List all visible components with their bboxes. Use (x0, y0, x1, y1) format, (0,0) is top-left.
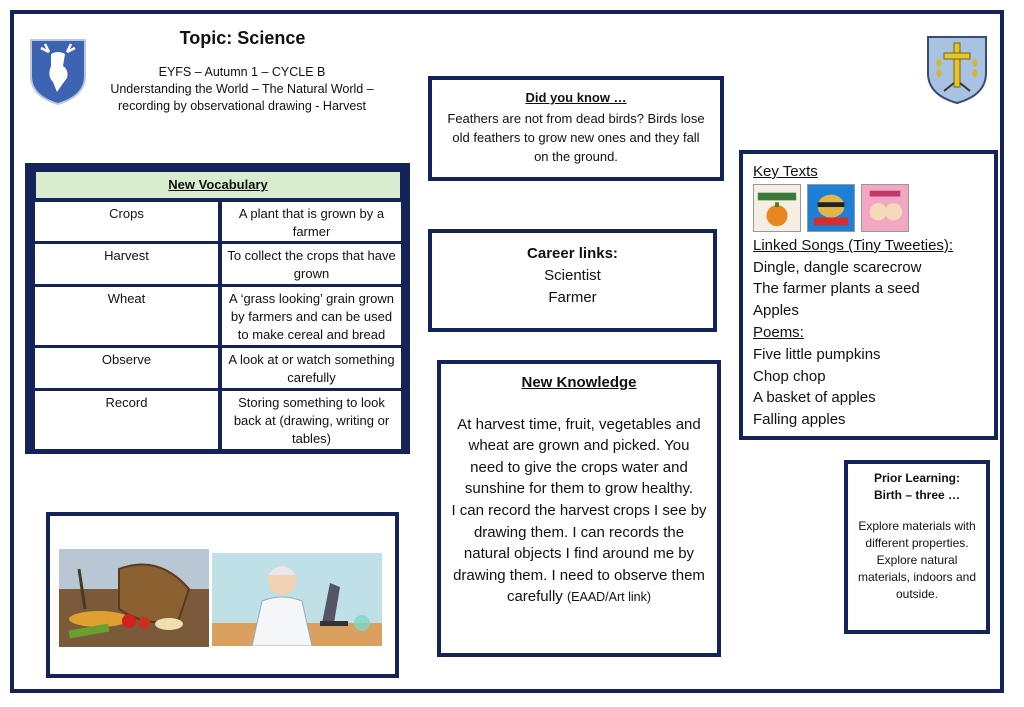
knowledge-paragraph (451, 500, 707, 609)
images-box (46, 512, 399, 678)
page-title: Topic: Science (179, 28, 306, 48)
vocab-definition: A plant that is grown by a farmer (222, 202, 401, 241)
vocab-definition: A look at or watch something carefully (222, 348, 401, 388)
page-subtitle (92, 64, 392, 115)
prior-learning-box (844, 460, 990, 634)
book-covers (753, 184, 984, 232)
vocab-term: Harvest (35, 244, 218, 284)
key-texts-box (739, 150, 998, 440)
subtitle-line: recording by observational drawing - Harvest (117, 99, 367, 113)
key-texts-heading: Key Texts (753, 163, 818, 180)
vocabulary-heading: New Vocabulary (35, 171, 401, 199)
prior-learning-heading-line: Birth – three … (873, 488, 960, 502)
school-crest-cross-icon (924, 33, 990, 105)
vocab-term: Wheat (35, 287, 218, 345)
vocab-term: Record (35, 391, 218, 449)
vocab-definition: To collect the crops that have grown (222, 244, 401, 284)
knowledge-paragraph: At harvest time, fruit, vegetables and wheat are grown and picked. You need to give the crops water and sunshine for them to grow healthy. (457, 415, 701, 498)
did-you-know-box (428, 76, 724, 181)
songs-heading: Linked Songs (Tiny Tweeties): (753, 236, 954, 254)
vocab-row (35, 202, 401, 241)
vocab-term: Observe (35, 348, 218, 388)
vocab-row (35, 391, 401, 449)
poems-heading: Poems: (753, 323, 804, 341)
subtitle-line: EYFS – Autumn 1 – CYCLE B (158, 65, 326, 79)
vocab-term: Crops (35, 202, 218, 241)
prior-learning-text: Explore materials with different properties. Explore natural materials, indoors and outside. (857, 519, 977, 601)
vocab-row (35, 287, 401, 345)
new-knowledge-heading: New Knowledge (521, 374, 637, 391)
knowledge-text: I can record the harvest crops I see by drawing them. I can records the natural objects I find around me by drawing them. I need to observe them carefully (451, 501, 707, 606)
new-knowledge-box (437, 360, 721, 657)
poem-item: Chop chop (753, 367, 826, 385)
vocab-row (35, 348, 401, 388)
vocab-row (35, 244, 401, 284)
subtitle-line: Understanding the World – The Natural World – (110, 82, 374, 96)
school-crest-stag-icon (27, 36, 89, 106)
art-link-note: (EAAD/Art link) (566, 590, 652, 605)
harvest-basket-image (59, 549, 209, 647)
vocab-definition: A ‘grass looking’ grain grown by farmers and can be used to make cereal and bread (222, 287, 401, 345)
book-cover-supertato (807, 184, 855, 232)
did-you-know-text: Feathers are not from dead birds? Birds lose old feathers to grow new ones and they fall on the ground. (447, 111, 705, 164)
song-item: The farmer plants a seed (753, 280, 920, 298)
poem-item: A basket of apples (753, 389, 876, 407)
prior-learning-heading (854, 470, 980, 504)
book-cover-pumpkin-soup (753, 184, 801, 232)
song-item: Apples (753, 302, 799, 320)
vocabulary-table (25, 163, 410, 454)
prior-learning-heading-line: Prior Learning: (873, 471, 960, 485)
poem-item: Five little pumpkins (753, 345, 881, 363)
book-cover-charlie-and-lola (861, 184, 909, 232)
did-you-know-heading: Did you know … (525, 90, 627, 105)
vocab-definition: Storing something to look back at (drawing, writing or tables) (222, 391, 401, 449)
song-item: Dingle, dangle scarecrow (753, 258, 922, 276)
career-item: Farmer (548, 289, 597, 306)
poem-item: Falling apples (753, 411, 846, 429)
career-item: Scientist (544, 267, 601, 284)
scientist-microscope-image (212, 553, 382, 646)
career-links-heading: Career links: (527, 245, 618, 262)
career-links-box (428, 229, 717, 332)
